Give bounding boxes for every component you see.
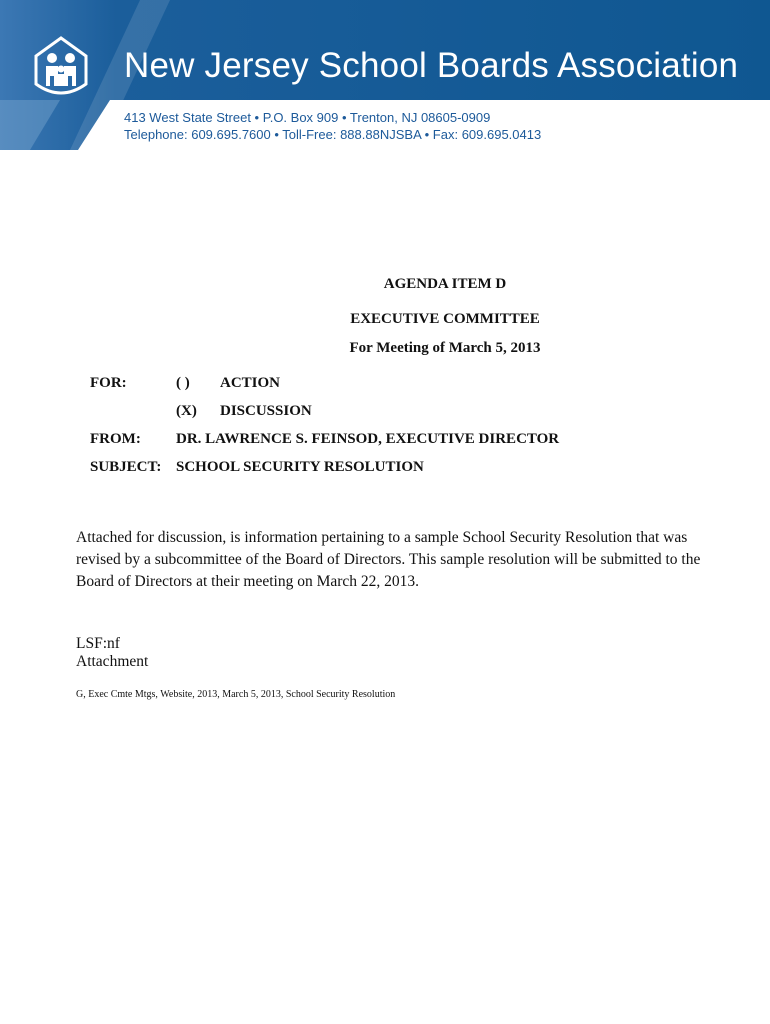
attachment-note: Attachment	[76, 653, 149, 670]
initials: LSF:nf	[76, 635, 120, 652]
organization-phone: Telephone: 609.695.7600 • Toll-Free: 888.88NJSBA • Fax: 609.695.0413	[124, 127, 542, 142]
file-path: G, Exec Cmte Mtgs, Website, 2013, March 5, 2013, School Security Resolution	[76, 689, 396, 700]
body-paragraph: Attached for discussion, is information pertaining to a sample School Security Resolution that was revised by a subcommittee of the Board of Directors. This sample resolution will be submitted to the Board of Directors at their meeting on March 22, 2013.	[76, 529, 701, 590]
discussion-checkbox: (X)	[176, 403, 197, 419]
letterhead	[0, 0, 770, 150]
organization-name: New Jersey School Boards Association	[124, 46, 739, 85]
action-checkbox: ( )	[176, 375, 190, 391]
committee-title: EXECUTIVE COMMITTEE	[350, 311, 540, 327]
for-label: FOR:	[90, 375, 127, 391]
family-logo-icon	[32, 36, 90, 100]
meeting-date: For Meeting of March 5, 2013	[349, 340, 541, 356]
agenda-item-title: AGENDA ITEM D	[383, 276, 507, 292]
action-label: ACTION	[220, 375, 281, 391]
from-label: FROM:	[90, 431, 141, 447]
subject-label: SUBJECT:	[90, 459, 162, 475]
subject-value: SCHOOL SECURITY RESOLUTION	[176, 459, 424, 475]
from-value: DR. LAWRENCE S. FEINSOD, EXECUTIVE DIRECTOR	[176, 431, 560, 447]
organization-address: 413 West State Street • P.O. Box 909 • Trenton, NJ 08605-0909	[124, 110, 491, 125]
discussion-label: DISCUSSION	[220, 403, 312, 419]
